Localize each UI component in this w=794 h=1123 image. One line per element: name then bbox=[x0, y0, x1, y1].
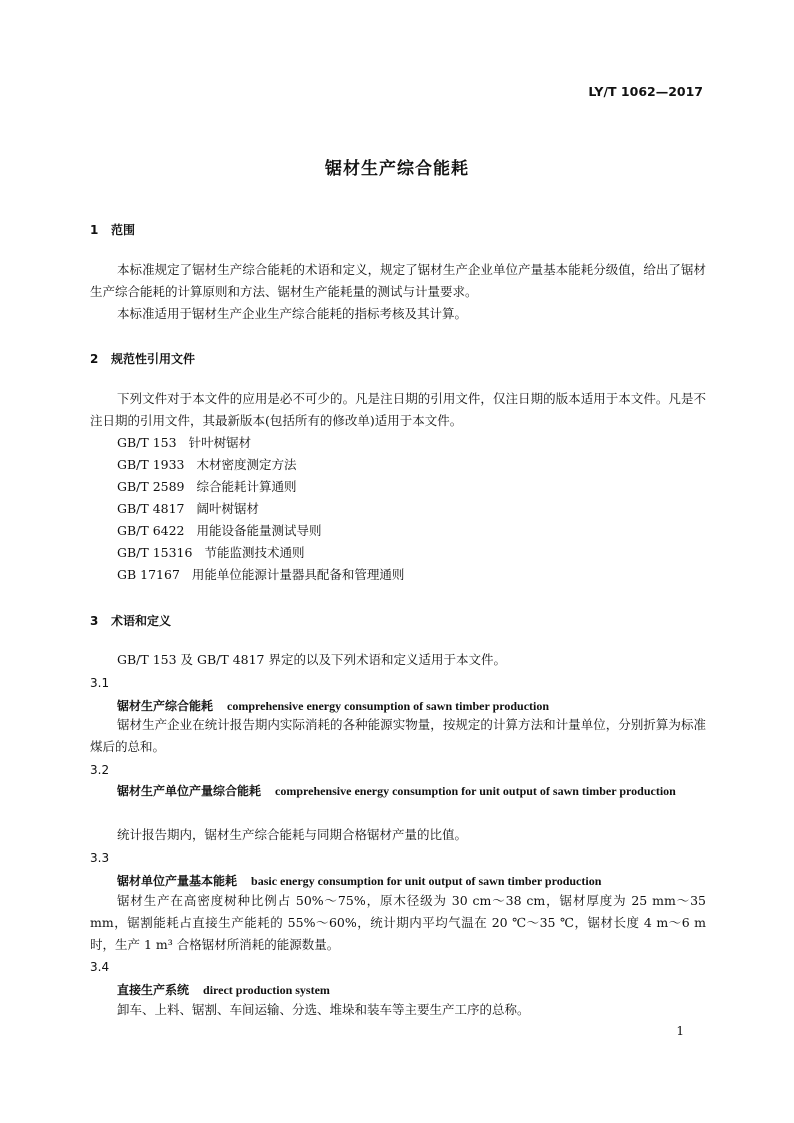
term-en: basic energy consumption for unit output of sawn timber production bbox=[251, 874, 602, 888]
term-3-1-definition: 锯材生产企业在统计报告期内实际消耗的各种能源实物量，按规定的计算方法和计量单位，分别折算为标准煤后的总和。 bbox=[90, 717, 706, 754]
term-3-4-definition: 卸车、上料、锯割、车间运输、分选、堆垛和装车等主要生产工序的总称。 bbox=[117, 1002, 530, 1017]
section-number: 1 bbox=[90, 223, 99, 237]
section-title: 规范性引用文件 bbox=[111, 352, 196, 366]
normative-references-list bbox=[117, 432, 404, 586]
page-number: 1 bbox=[676, 1024, 684, 1038]
clause-3-4-number: 3.4 bbox=[90, 960, 110, 974]
reference-code: GB/T 15316 bbox=[117, 545, 193, 560]
reference-code: GB/T 4817 bbox=[117, 501, 185, 516]
section-title: 范围 bbox=[111, 223, 136, 237]
term-3-2-definition: 统计报告期内，锯材生产综合能耗与同期合格锯材产量的比值。 bbox=[117, 827, 468, 842]
reference-code: GB/T 1933 bbox=[117, 457, 185, 472]
clause-3-3-number: 3.3 bbox=[90, 851, 110, 865]
section-2-heading bbox=[90, 350, 195, 367]
reference-name: 用能单位能源计量器具配备和管理通则 bbox=[191, 567, 405, 582]
reference-name: 木材密度测定方法 bbox=[196, 457, 297, 472]
reference-item bbox=[117, 564, 404, 586]
section-2-para-1: 下列文件对于本文件的应用是必不可少的。凡是注日期的引用文件，仅注日期的版本适用于本文件。凡是不注日期的引用文件，其最新版本(包括所有的修改单)适用于本文件。 bbox=[90, 391, 706, 428]
section-number: 2 bbox=[90, 352, 99, 366]
section-3-heading bbox=[90, 612, 171, 629]
reference-item bbox=[117, 520, 404, 542]
reference-name: 针叶树锯材 bbox=[188, 435, 252, 450]
term-3-1 bbox=[117, 697, 549, 714]
term-zh: 锯材生产单位产量综合能耗 bbox=[117, 784, 262, 798]
reference-item bbox=[117, 476, 404, 498]
term-3-4 bbox=[117, 981, 330, 998]
reference-item bbox=[117, 542, 404, 564]
section-number: 3 bbox=[90, 614, 99, 628]
term-3-3 bbox=[117, 872, 601, 889]
section-1-heading bbox=[90, 221, 135, 238]
section-title: 术语和定义 bbox=[111, 614, 172, 628]
reference-item bbox=[117, 498, 404, 520]
term-zh: 直接生产系统 bbox=[117, 983, 190, 997]
term-zh: 锯材单位产量基本能耗 bbox=[117, 874, 238, 888]
section-3-intro: GB/T 153 及 GB/T 4817 界定的以及下列术语和定义适用于本文件。 bbox=[117, 652, 506, 667]
term-en: comprehensive energy consumption of sawn timber production bbox=[227, 699, 550, 713]
reference-item bbox=[117, 432, 404, 454]
reference-name: 综合能耗计算通则 bbox=[196, 479, 297, 494]
term-3-3-definition: 锯材生产在高密度树种比例占 50%～75%，原木径级为 30 cm～38 cm，锯材厚度为 25 mm～35 mm，锯割能耗占直接生产能耗的 55%～60%，统计期内平均气温在 20 ℃～35 ℃，锯材长度 4 m～6 m 时，生产 1 m³ 合格锯材所消耗的能源数量。 bbox=[90, 893, 706, 952]
section-1-para-1: 本标准规定了锯材生产综合能耗的术语和定义，规定了锯材生产企业单位产量基本能耗分级值，给出了锯材生产综合能耗的计算原则和方法、锯材生产能耗量的测试与计量要求。 bbox=[90, 262, 706, 299]
reference-item bbox=[117, 454, 404, 476]
reference-code: GB/T 6422 bbox=[117, 523, 185, 538]
clause-3-1-number: 3.1 bbox=[90, 676, 110, 690]
section-1-para-2: 本标准适用于锯材生产企业生产综合能耗的指标考核及其计算。 bbox=[117, 306, 468, 321]
standard-number: LY/T 1062—2017 bbox=[588, 84, 703, 99]
clause-3-2-number: 3.2 bbox=[90, 763, 110, 777]
reference-code: GB/T 153 bbox=[117, 435, 177, 450]
term-3-2 bbox=[90, 780, 706, 802]
reference-name: 用能设备能量测试导则 bbox=[196, 523, 322, 538]
term-en: comprehensive energy consumption for unit output of sawn timber production bbox=[275, 784, 676, 798]
term-zh: 锯材生产综合能耗 bbox=[117, 699, 214, 713]
term-en: direct production system bbox=[203, 983, 330, 997]
reference-name: 节能监测技术通则 bbox=[204, 545, 305, 560]
document-title: 锯材生产综合能耗 bbox=[325, 159, 469, 179]
reference-code: GB/T 2589 bbox=[117, 479, 185, 494]
reference-name: 阔叶树锯材 bbox=[196, 501, 260, 516]
reference-code: GB 17167 bbox=[117, 567, 180, 582]
